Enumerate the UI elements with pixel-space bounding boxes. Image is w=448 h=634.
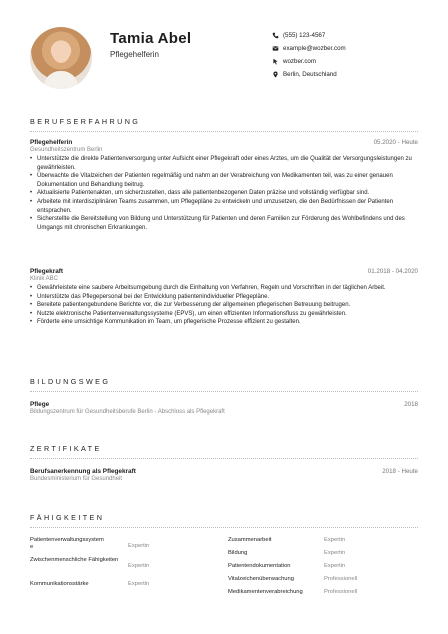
skill-level: Expertin xyxy=(128,563,150,569)
job-company: Gesundheitszentrum Berlin xyxy=(30,147,103,153)
mail-icon xyxy=(270,45,280,52)
contact-phone-text: (555) 123-4567 xyxy=(283,32,326,39)
skill-level: Professionell xyxy=(324,589,358,595)
certificates-section xyxy=(30,444,418,494)
skill-name: Medikamentenverabreichung xyxy=(228,589,303,595)
section-divider xyxy=(30,458,418,459)
certificates-title: ZERTIFIKATE xyxy=(30,444,102,453)
education-title: BILDUNGSWEG xyxy=(30,377,111,386)
link-icon xyxy=(270,58,280,65)
contact-website[interactable] xyxy=(270,55,430,68)
contact-location xyxy=(270,68,430,81)
skill-name: Zusammenarbeit xyxy=(228,537,272,543)
job-title: Pflegehelferin xyxy=(30,139,73,146)
skills-section xyxy=(30,513,418,613)
job-date: 05.2020 - Heute xyxy=(373,139,418,146)
candidate-name: Tamia Abel xyxy=(110,30,192,47)
education-section xyxy=(30,377,418,427)
profile-photo xyxy=(30,27,92,89)
photo-face xyxy=(52,41,70,63)
skill-name: Vitalzeichenüberwachung xyxy=(228,576,294,582)
contact-website-text: wozber.com xyxy=(283,58,317,65)
job-entry xyxy=(30,139,418,232)
contact-list xyxy=(270,29,430,81)
phone-icon xyxy=(270,32,280,39)
candidate-role: Pflegehelferin xyxy=(110,50,159,59)
skill-name: Zwischenmenschliche Fähigkeiten xyxy=(30,557,119,563)
photo-shirt xyxy=(44,71,78,89)
bullet-item: • Förderte eine umsichtige Kommunikation im Team, um pflegerische Prozesse effizient zu gestalten. xyxy=(30,318,418,327)
skill-level: Expertin xyxy=(324,550,346,556)
contact-phone xyxy=(270,29,430,42)
section-divider xyxy=(30,391,418,392)
bullet-item: • Nutzte elektronische Patientenverwaltungssysteme (EPVS), um einen effizienten Informationsfluss zu gewährleisten. xyxy=(30,310,418,319)
bullet-item: • Arbeitete mit interdisziplinären Teams zusammen, um Pflegepläne zu entwickeln und umzusetzen, die den Bedürfnissen der Patienten entsprachen. xyxy=(30,198,418,215)
education-school: Bildungszentrum für Gesundheitsberufe Berlin - Abschluss als Pflegekraft xyxy=(30,409,225,415)
certificate-issuer: Bundesministerium für Gesundheit xyxy=(30,476,123,482)
job-date: 01.2018 - 04.2020 xyxy=(367,268,418,275)
bullet-item: • Überwachte die Vitalzeichen der Patienten regelmäßig und nahm an der Verabreichung von Medikamenten teil, was zu einer genauen Dokumentation und Behandlung beitrug. xyxy=(30,172,418,189)
skill-level: Expertin xyxy=(324,537,346,543)
bullet-item: • Gewährleistete eine saubere Arbeitsumgebung durch die Einhaltung von Verfahren, Regeln und Vorschriften in der täglichen Arbeit. xyxy=(30,284,418,293)
skill-level: Expertin xyxy=(128,543,150,549)
certificate-title: Berufsanerkennung als Pflegekraft xyxy=(30,468,136,475)
resume-header xyxy=(30,27,420,93)
experience-section xyxy=(30,117,418,357)
skill-level: Professionell xyxy=(324,576,358,582)
job-bullets xyxy=(30,284,418,327)
skill-name: Patientenverwaltungssystem e xyxy=(30,537,104,550)
location-icon xyxy=(270,71,280,78)
bullet-item: • Unterstützte das Pflegepersonal bei der Entwicklung patientenindividueller Pflegepläne. xyxy=(30,293,418,302)
section-divider xyxy=(30,527,418,528)
job-bullets xyxy=(30,155,418,232)
bullet-item: • Aktualisierte Patientenakten, um sicherzustellen, dass alle patientenbezogenen Daten präzise und vollständig verfügbar sind. xyxy=(30,189,418,198)
certificate-date: 2018 - Heute xyxy=(382,468,418,475)
job-title: Pflegekraft xyxy=(30,268,64,275)
skill-name: Bildung xyxy=(228,550,248,556)
education-entry xyxy=(30,401,418,415)
job-company: Klinik ABC xyxy=(30,276,59,282)
skill-name: Patientendokumentation xyxy=(228,563,291,569)
skill-level: Expertin xyxy=(128,581,150,587)
contact-location-text: Berlin, Deutschland xyxy=(283,71,337,78)
skills-title: FÄHIGKEITEN xyxy=(30,513,105,522)
education-degree: Pflege xyxy=(30,401,50,408)
education-date: 2018 xyxy=(404,401,418,408)
bullet-item: • Unterstützte die direkte Patientenversorgung unter Aufsicht einer Pflegekraft oder eines Arztes, um die Qualität der Versorgungsleistungen zu gewährleisten. xyxy=(30,155,418,172)
bullet-item: • Sicherstellte die Bereitstellung von Bildung und Unterstützung für Patienten und deren Familien zur Förderung des Wohlbefindens und des Umgangs mit chronischen Erkrankungen. xyxy=(30,215,418,232)
job-entry xyxy=(30,268,418,327)
skill-level: Expertin xyxy=(324,563,346,569)
skill-name: Kommunikationsstärke xyxy=(30,581,89,587)
certificate-entry xyxy=(30,468,418,482)
section-divider xyxy=(30,131,418,132)
contact-email[interactable] xyxy=(270,42,430,55)
bullet-item: • Bereitete patientengebundene Berichte vor, die zur Verbesserung der allgemeinen pflegerischen Betreuung beitrugen. xyxy=(30,301,418,310)
experience-title: BERUFSERFAHRUNG xyxy=(30,117,141,126)
contact-email-text: example@wozber.com xyxy=(283,45,346,52)
